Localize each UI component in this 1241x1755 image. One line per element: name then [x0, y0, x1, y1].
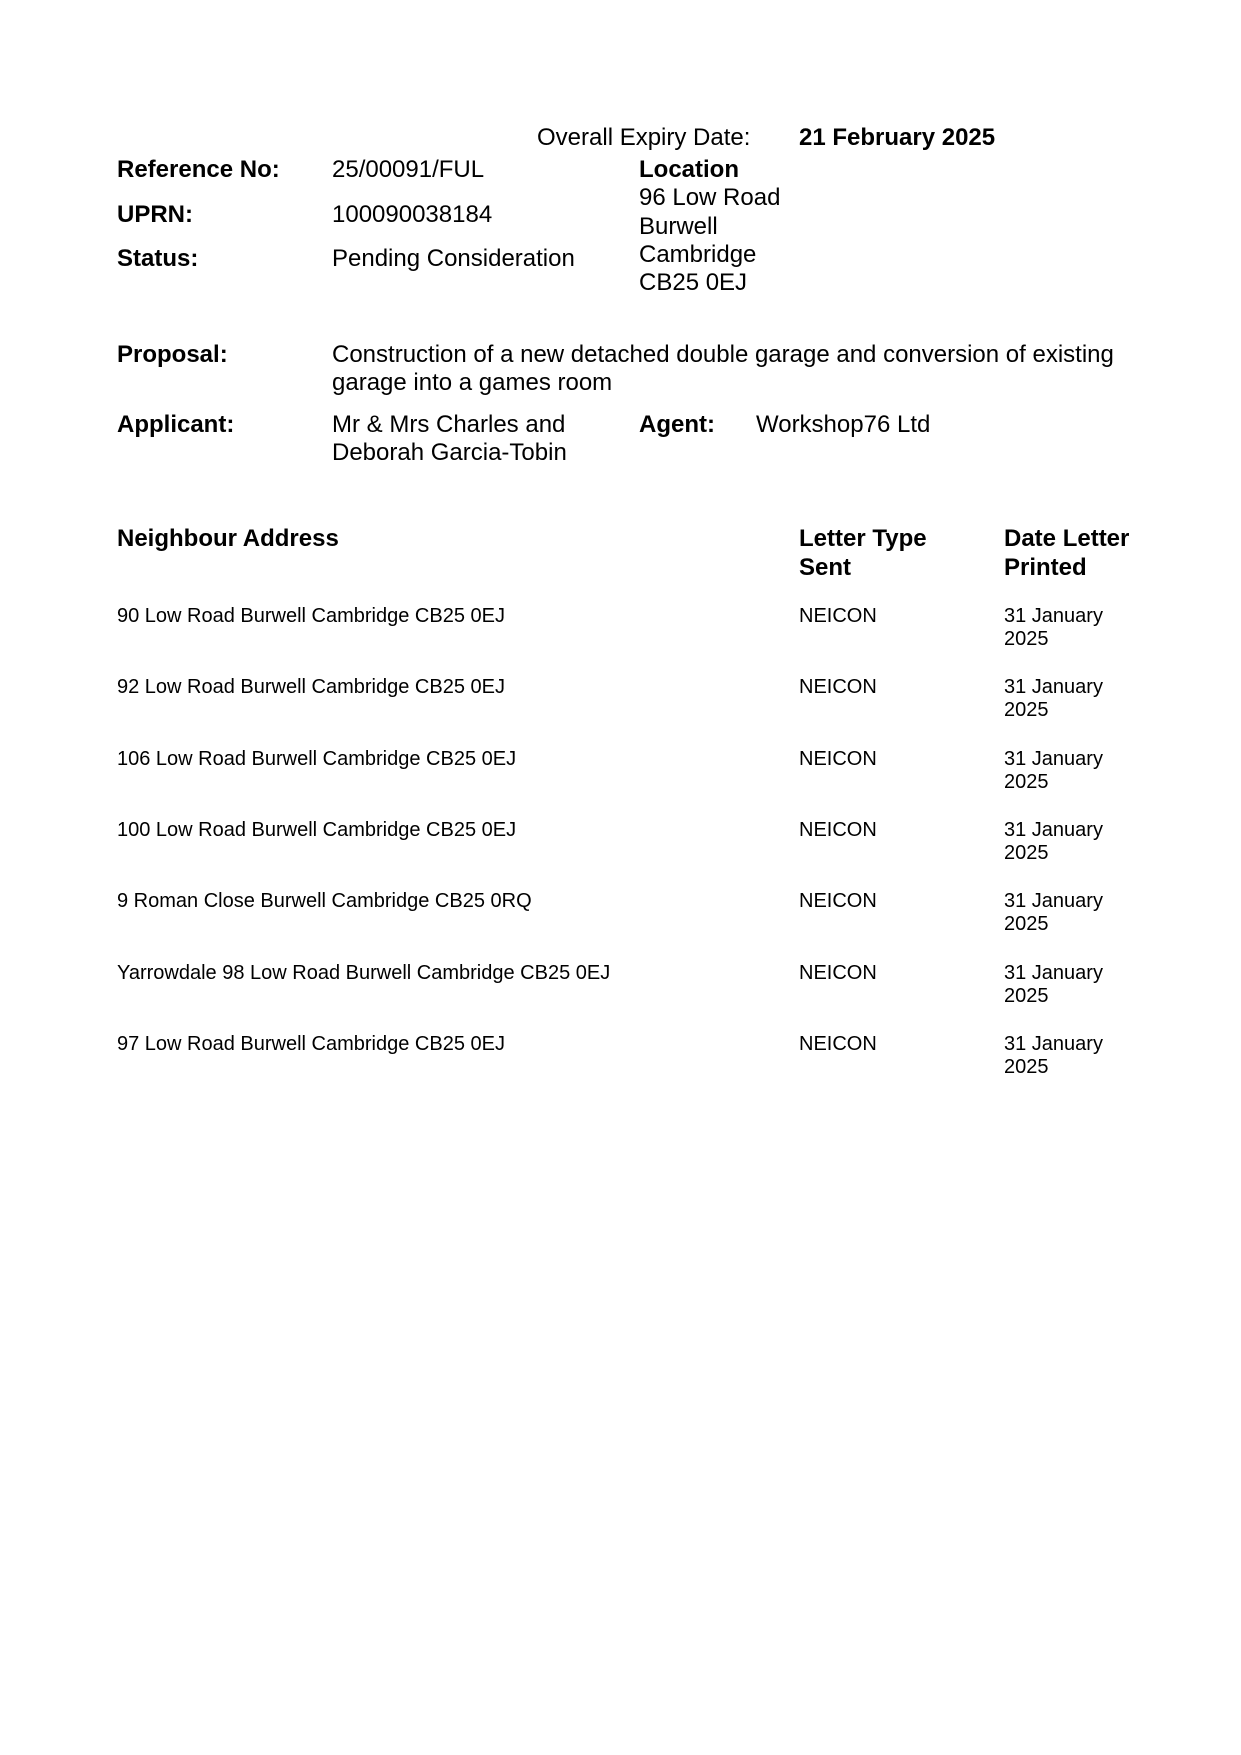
agent-label: Agent: [639, 411, 715, 438]
status-label: Status: [117, 245, 199, 272]
date-printed-line: 31 January [1004, 962, 1103, 984]
date-printed-line: 31 January [1004, 1033, 1103, 1055]
letter-type: NEICON [799, 1033, 877, 1055]
proposal-text-line: garage into a games room [332, 369, 613, 396]
date-printed-line: 2025 [1004, 913, 1049, 935]
date-printed-line: 2025 [1004, 985, 1049, 1007]
reference-label: Reference No: [117, 156, 280, 183]
location-line: CB25 0EJ [639, 269, 748, 296]
date-printed-line: 31 January [1004, 890, 1103, 912]
date-printed-line: 31 January [1004, 819, 1103, 841]
location-label: Location [639, 156, 739, 183]
letter-type: NEICON [799, 748, 877, 770]
header-date-printed-line: Printed [1004, 554, 1087, 581]
header-letter-type-line: Letter Type [799, 525, 927, 552]
date-printed-line: 31 January [1004, 748, 1103, 770]
uprn-value: 100090038184 [332, 201, 493, 228]
table-row [0, 818, 1241, 890]
letter-type: NEICON [799, 962, 877, 984]
letter-type: NEICON [799, 676, 877, 698]
proposal-label: Proposal: [117, 341, 228, 368]
table-row [0, 747, 1241, 819]
location-line: Burwell [639, 213, 718, 240]
table-row [0, 1032, 1241, 1104]
header-date-printed-line: Date Letter [1004, 525, 1130, 552]
date-printed-line: 2025 [1004, 771, 1049, 793]
table-row [0, 675, 1241, 747]
header-neighbour-address: Neighbour Address [117, 525, 339, 552]
applicant-line: Mr & Mrs Charles and [332, 411, 566, 438]
header-letter-type-line: Sent [799, 554, 852, 581]
expiry-label: Overall Expiry Date: [537, 124, 751, 151]
date-printed-line: 2025 [1004, 1056, 1049, 1078]
agent-value: Workshop76 Ltd [756, 411, 931, 438]
date-printed-line: 31 January [1004, 676, 1103, 698]
letter-type: NEICON [799, 890, 877, 912]
date-printed-line: 2025 [1004, 699, 1049, 721]
neighbour-address: 9 Roman Close Burwell Cambridge CB25 0RQ [117, 890, 532, 912]
neighbour-address: Yarrowdale 98 Low Road Burwell Cambridge CB25 0EJ [117, 962, 611, 984]
location-line: Cambridge [639, 241, 757, 268]
applicant-line: Deborah Garcia-Tobin [332, 439, 567, 466]
date-printed-line: 2025 [1004, 628, 1049, 650]
letter-type: NEICON [799, 819, 877, 841]
location-line: 96 Low Road [639, 184, 781, 211]
table-row [0, 961, 1241, 1033]
date-printed-line: 2025 [1004, 842, 1049, 864]
letter-type: NEICON [799, 605, 877, 627]
neighbour-address: 100 Low Road Burwell Cambridge CB25 0EJ [117, 819, 517, 841]
neighbour-address: 92 Low Road Burwell Cambridge CB25 0EJ [117, 676, 505, 698]
neighbour-address: 97 Low Road Burwell Cambridge CB25 0EJ [117, 1033, 505, 1055]
proposal-text-line: Construction of a new detached double garage and conversion of existing [332, 341, 1114, 368]
reference-value: 25/00091/FUL [332, 156, 485, 183]
neighbour-address: 106 Low Road Burwell Cambridge CB25 0EJ [117, 748, 517, 770]
uprn-label: UPRN: [117, 201, 193, 228]
date-printed-line: 31 January [1004, 605, 1103, 627]
applicant-label: Applicant: [117, 411, 235, 438]
table-row [0, 604, 1241, 676]
table-row [0, 889, 1241, 961]
status-value: Pending Consideration [332, 245, 575, 272]
expiry-date: 21 February 2025 [799, 124, 996, 151]
neighbour-address: 90 Low Road Burwell Cambridge CB25 0EJ [117, 605, 505, 627]
